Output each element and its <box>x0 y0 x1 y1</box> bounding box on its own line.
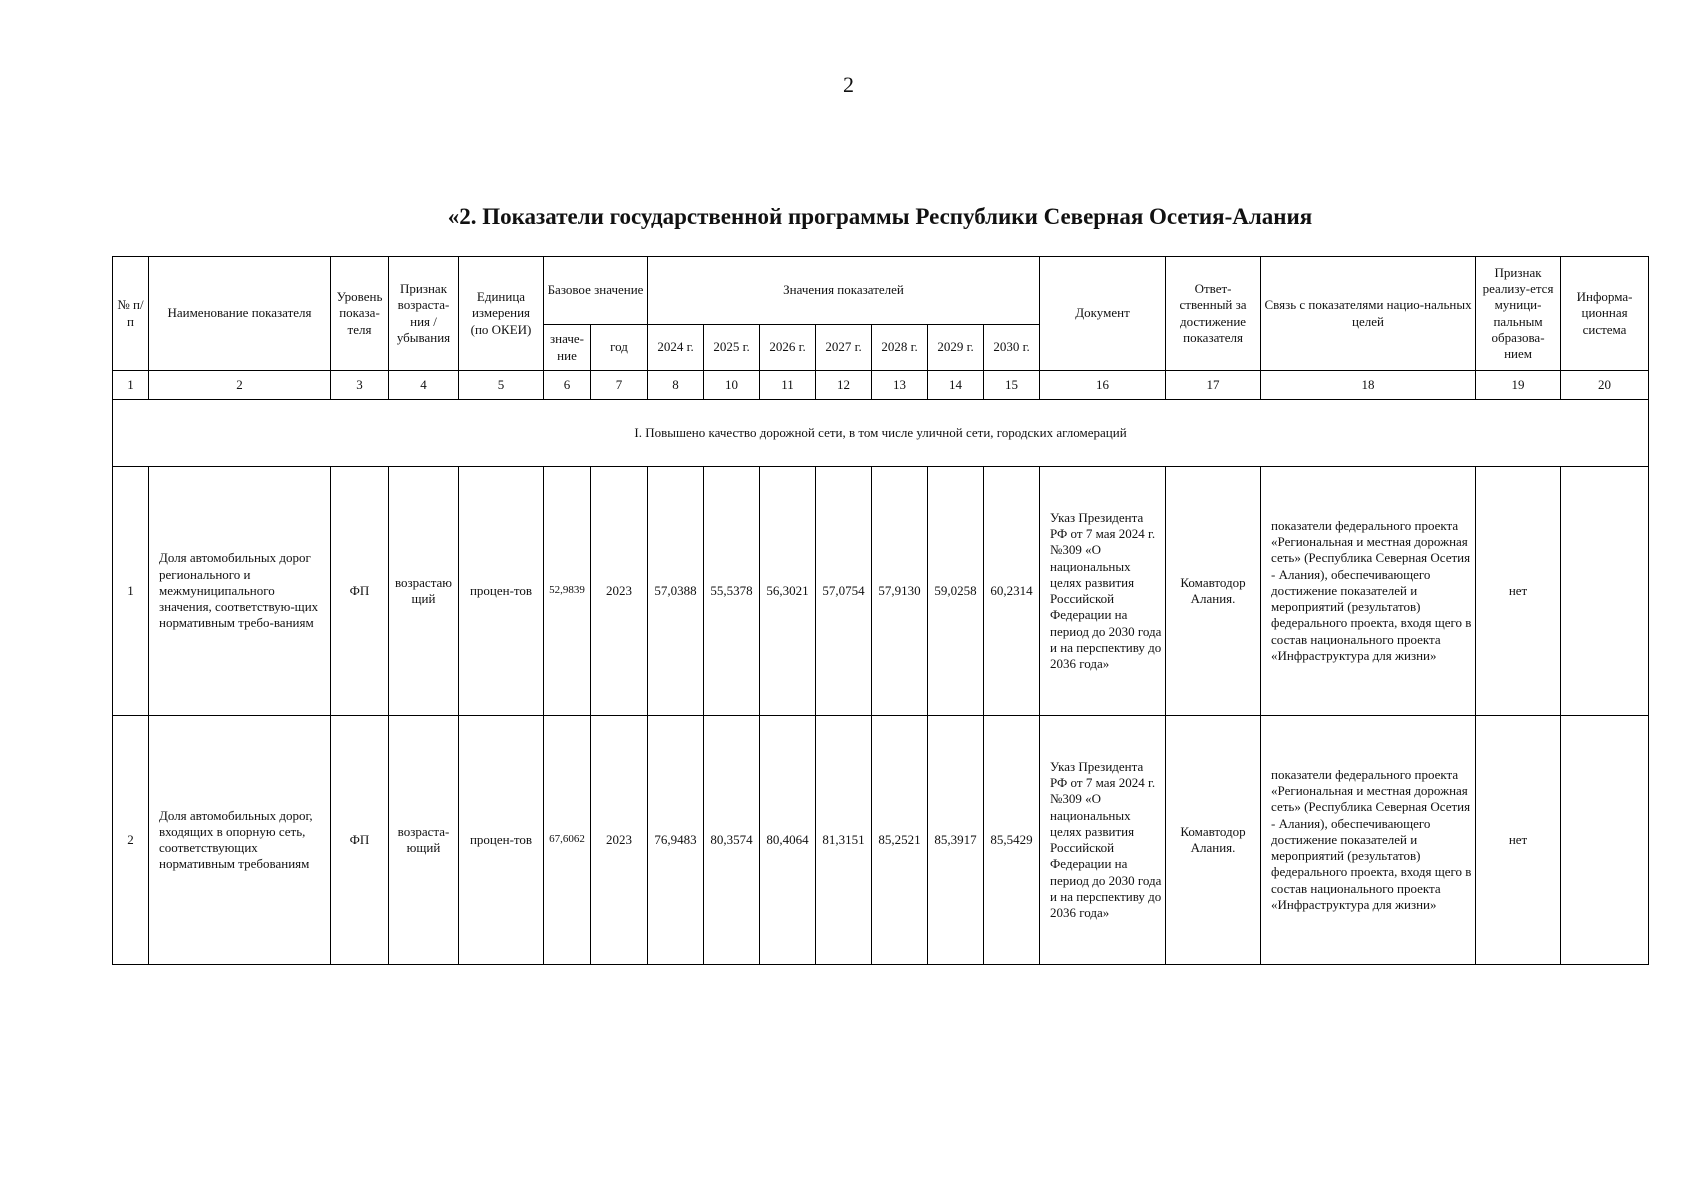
indicator-responsible: Комавтодор Алания. <box>1166 716 1261 965</box>
header-base: Базовое значение <box>544 257 648 325</box>
base-value: 67,6062 <box>544 716 591 965</box>
column-number: 19 <box>1476 371 1561 400</box>
header-info-system: Информа-ционная система <box>1561 257 1649 371</box>
indicator-municipal: нет <box>1476 467 1561 716</box>
indicator-document: Указ Президента РФ от 7 мая 2024 г. №309 «О национальных целях развития Российской Федерации на период до 2030 года и на перспективу до 2036 года» <box>1040 467 1166 716</box>
column-number: 18 <box>1261 371 1476 400</box>
column-number: 14 <box>928 371 984 400</box>
column-number: 1 <box>113 371 149 400</box>
column-number: 13 <box>872 371 928 400</box>
header-base-value: значе-ние <box>544 325 591 371</box>
value-2024: 57,0388 <box>648 467 704 716</box>
column-number: 5 <box>459 371 544 400</box>
column-number: 11 <box>760 371 816 400</box>
header-name: Наименование показателя <box>149 257 331 371</box>
section-row <box>113 400 1649 467</box>
header-document: Документ <box>1040 257 1166 371</box>
column-number: 7 <box>591 371 648 400</box>
value-2030: 60,2314 <box>984 467 1040 716</box>
header-level: Уровень показа-теля <box>331 257 389 371</box>
indicator-info-system <box>1561 467 1649 716</box>
indicator-trend: возрастаю щий <box>389 467 459 716</box>
base-year: 2023 <box>591 716 648 965</box>
indicator-link: показатели федерального проекта «Региональная и местная дорожная сеть» (Республика Северная Осетия - Алания), обеспечивающего достижение показателей и мероприятий (результатов) федерального проекта, входя щего в состав национального проекта «Инфраструктура для жизни» <box>1261 467 1476 716</box>
header-municipal: Признак реализу-ется муници-пальным образова-нием <box>1476 257 1561 371</box>
header-year-2029: 2029 г. <box>928 325 984 371</box>
indicator-municipal: нет <box>1476 716 1561 965</box>
indicator-info-system <box>1561 716 1649 965</box>
header-num: № п/п <box>113 257 149 371</box>
indicator-unit: процен-тов <box>459 467 544 716</box>
value-2028: 85,2521 <box>872 716 928 965</box>
column-number: 15 <box>984 371 1040 400</box>
indicator-link: показатели федерального проекта «Региональная и местная дорожная сеть» (Республика Северная Осетия - Алания), обеспечивающего достижение показателей и мероприятий (результатов) федерального проекта, входя щего в состав национального проекта «Инфраструктура для жизни» <box>1261 716 1476 965</box>
header-year-2024: 2024 г. <box>648 325 704 371</box>
base-year: 2023 <box>591 467 648 716</box>
indicator-level: ФП <box>331 467 389 716</box>
column-number: 10 <box>704 371 760 400</box>
indicator-responsible: Комавтодор Алания. <box>1166 467 1261 716</box>
header-base-year: год <box>591 325 648 371</box>
value-2025: 55,5378 <box>704 467 760 716</box>
value-2030: 85,5429 <box>984 716 1040 965</box>
header-responsible: Ответ-ственный за достижение показателя <box>1166 257 1261 371</box>
header-year-2028: 2028 г. <box>872 325 928 371</box>
header-link: Связь с показателями нацио-нальных целей <box>1261 257 1476 371</box>
column-number: 6 <box>544 371 591 400</box>
page-number: 2 <box>843 72 854 97</box>
indicator-name: Доля автомобильных дорог, входящих в опорную сеть, соответствующих нормативным требованиям <box>149 716 331 965</box>
header-year-2030: 2030 г. <box>984 325 1040 371</box>
table-row <box>113 716 1649 965</box>
header-unit: Единица измерения (по ОКЕИ) <box>459 257 544 371</box>
table-row <box>113 467 1649 716</box>
value-2024: 76,9483 <box>648 716 704 965</box>
column-number: 8 <box>648 371 704 400</box>
column-number: 3 <box>331 371 389 400</box>
indicator-name: Доля автомобильных дорог регионального и межмуниципального значения, соответствую-щих нормативным требо-ваниям <box>149 467 331 716</box>
value-2026: 56,3021 <box>760 467 816 716</box>
header-trend: Признак возраста-ния / убывания <box>389 257 459 371</box>
indicator-document: Указ Президента РФ от 7 мая 2024 г. №309 «О национальных целях развития Российской Федерации на период до 2030 года и на перспективу до 2036 года» <box>1040 716 1166 965</box>
column-number: 17 <box>1166 371 1261 400</box>
indicator-unit: процен-тов <box>459 716 544 965</box>
header-values: Значения показателей <box>648 257 1040 325</box>
value-2027: 57,0754 <box>816 467 872 716</box>
indicators-table <box>112 256 1649 965</box>
header-year-2026: 2026 г. <box>760 325 816 371</box>
section-title: I. Повышено качество дорожной сети, в том числе уличной сети, городских агломераций <box>113 400 1649 467</box>
row-num: 1 <box>113 467 149 716</box>
column-number: 20 <box>1561 371 1649 400</box>
header-year-2025: 2025 г. <box>704 325 760 371</box>
column-number: 12 <box>816 371 872 400</box>
value-2029: 59,0258 <box>928 467 984 716</box>
value-2029: 85,3917 <box>928 716 984 965</box>
value-2028: 57,9130 <box>872 467 928 716</box>
indicator-trend: возраста-ющий <box>389 716 459 965</box>
column-number: 2 <box>149 371 331 400</box>
column-number-row <box>113 371 1649 400</box>
column-number: 16 <box>1040 371 1166 400</box>
page-title: «2. Показатели государственной программы Республики Северная Осетия-Алания <box>447 204 1313 229</box>
indicator-level: ФП <box>331 716 389 965</box>
header-year-2027: 2027 г. <box>816 325 872 371</box>
column-number: 4 <box>389 371 459 400</box>
value-2025: 80,3574 <box>704 716 760 965</box>
value-2027: 81,3151 <box>816 716 872 965</box>
value-2026: 80,4064 <box>760 716 816 965</box>
base-value: 52,9839 <box>544 467 591 716</box>
row-num: 2 <box>113 716 149 965</box>
